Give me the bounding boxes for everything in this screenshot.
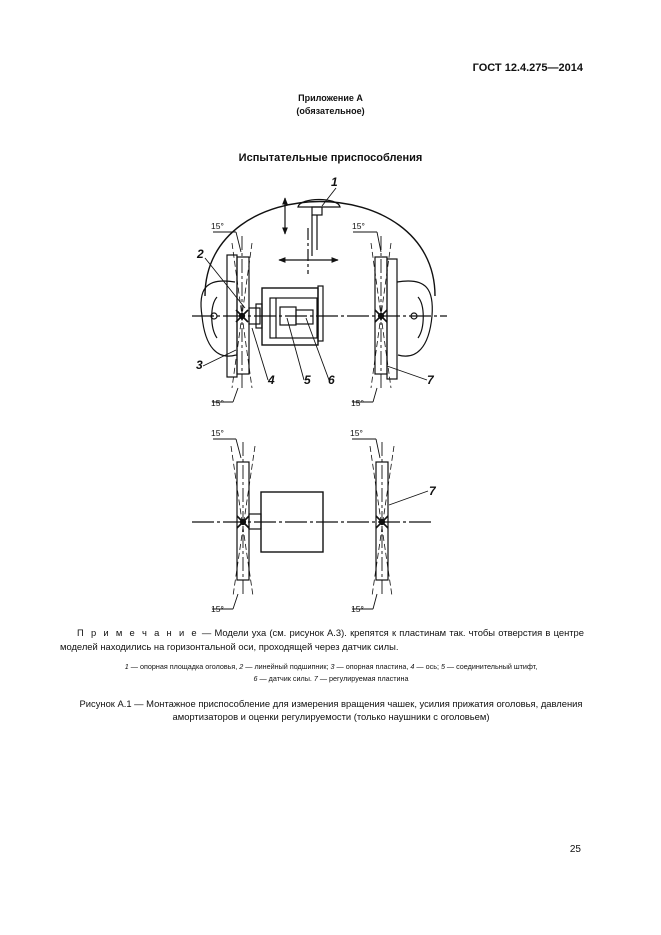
callout-1: 1 — [331, 175, 338, 189]
note-text: — Модели уха (см. рисунок А.3). крепятся к пластинам так. чтобы отверстия в центре моделей находились на горизонтальной оси, проходящей через датчик силы. — [60, 627, 584, 652]
callout-4: 4 — [268, 373, 275, 387]
legend-text: — ось; — [414, 662, 441, 671]
appendix-subtitle: (обязательное) — [296, 106, 365, 116]
legend-num: 4 — [410, 662, 415, 671]
angle-label: 15° — [211, 398, 224, 408]
headband-pad — [298, 200, 340, 208]
legend-text: — датчик силы. — [257, 674, 314, 683]
callout-5: 5 — [304, 373, 311, 387]
callout-7: 7 — [429, 484, 436, 498]
angle-label: 15° — [211, 428, 224, 438]
legend-text: — линейный подшипник; — [243, 662, 331, 671]
legend-num: 2 — [239, 662, 244, 671]
angle-label: 15° — [350, 428, 363, 438]
legend-num: 1 — [124, 662, 129, 671]
callout-6: 6 — [328, 373, 335, 387]
note-lead: П р и м е ч а н и е — [77, 627, 199, 638]
angle-label: 15° — [211, 604, 224, 614]
left-cushion — [201, 281, 236, 356]
legend-text: — опорная пластина, — [334, 662, 411, 671]
section-title: Испытательные приспособления — [238, 152, 423, 164]
legend-num: 3 — [330, 662, 335, 671]
legend-text: — соединительный штифт, — [444, 662, 538, 671]
callout-7: 7 — [427, 373, 434, 387]
legend-num: 5 — [440, 662, 445, 671]
callout-2: 2 — [197, 247, 204, 261]
note-paragraph — [60, 626, 584, 654]
appendix-title: Приложение А — [298, 93, 363, 103]
angle-label: 15° — [352, 221, 365, 231]
angle-label: 15° — [351, 398, 364, 408]
figure-legend — [56, 661, 606, 685]
angle-label: 15° — [211, 221, 224, 231]
legend-num: 7 — [313, 674, 318, 683]
callout-3: 3 — [196, 358, 203, 372]
legend-text: — регулируемая пластина — [317, 674, 409, 683]
page-number: 25 — [569, 844, 581, 855]
legend-text: — опорная площадка оголовья, — [128, 662, 240, 671]
angle-label: 15° — [351, 604, 364, 614]
figure-caption: Рисунок А.1 — Монтажное приспособление для измерения вращения чашек, усилия прижатия оголовья, давления амортизаторов и оценки регулируемости (только наушники с оголовьем) — [79, 698, 583, 722]
standard-number: ГОСТ 12.4.275—2014 — [472, 62, 583, 74]
legend-num: 6 — [253, 674, 258, 683]
